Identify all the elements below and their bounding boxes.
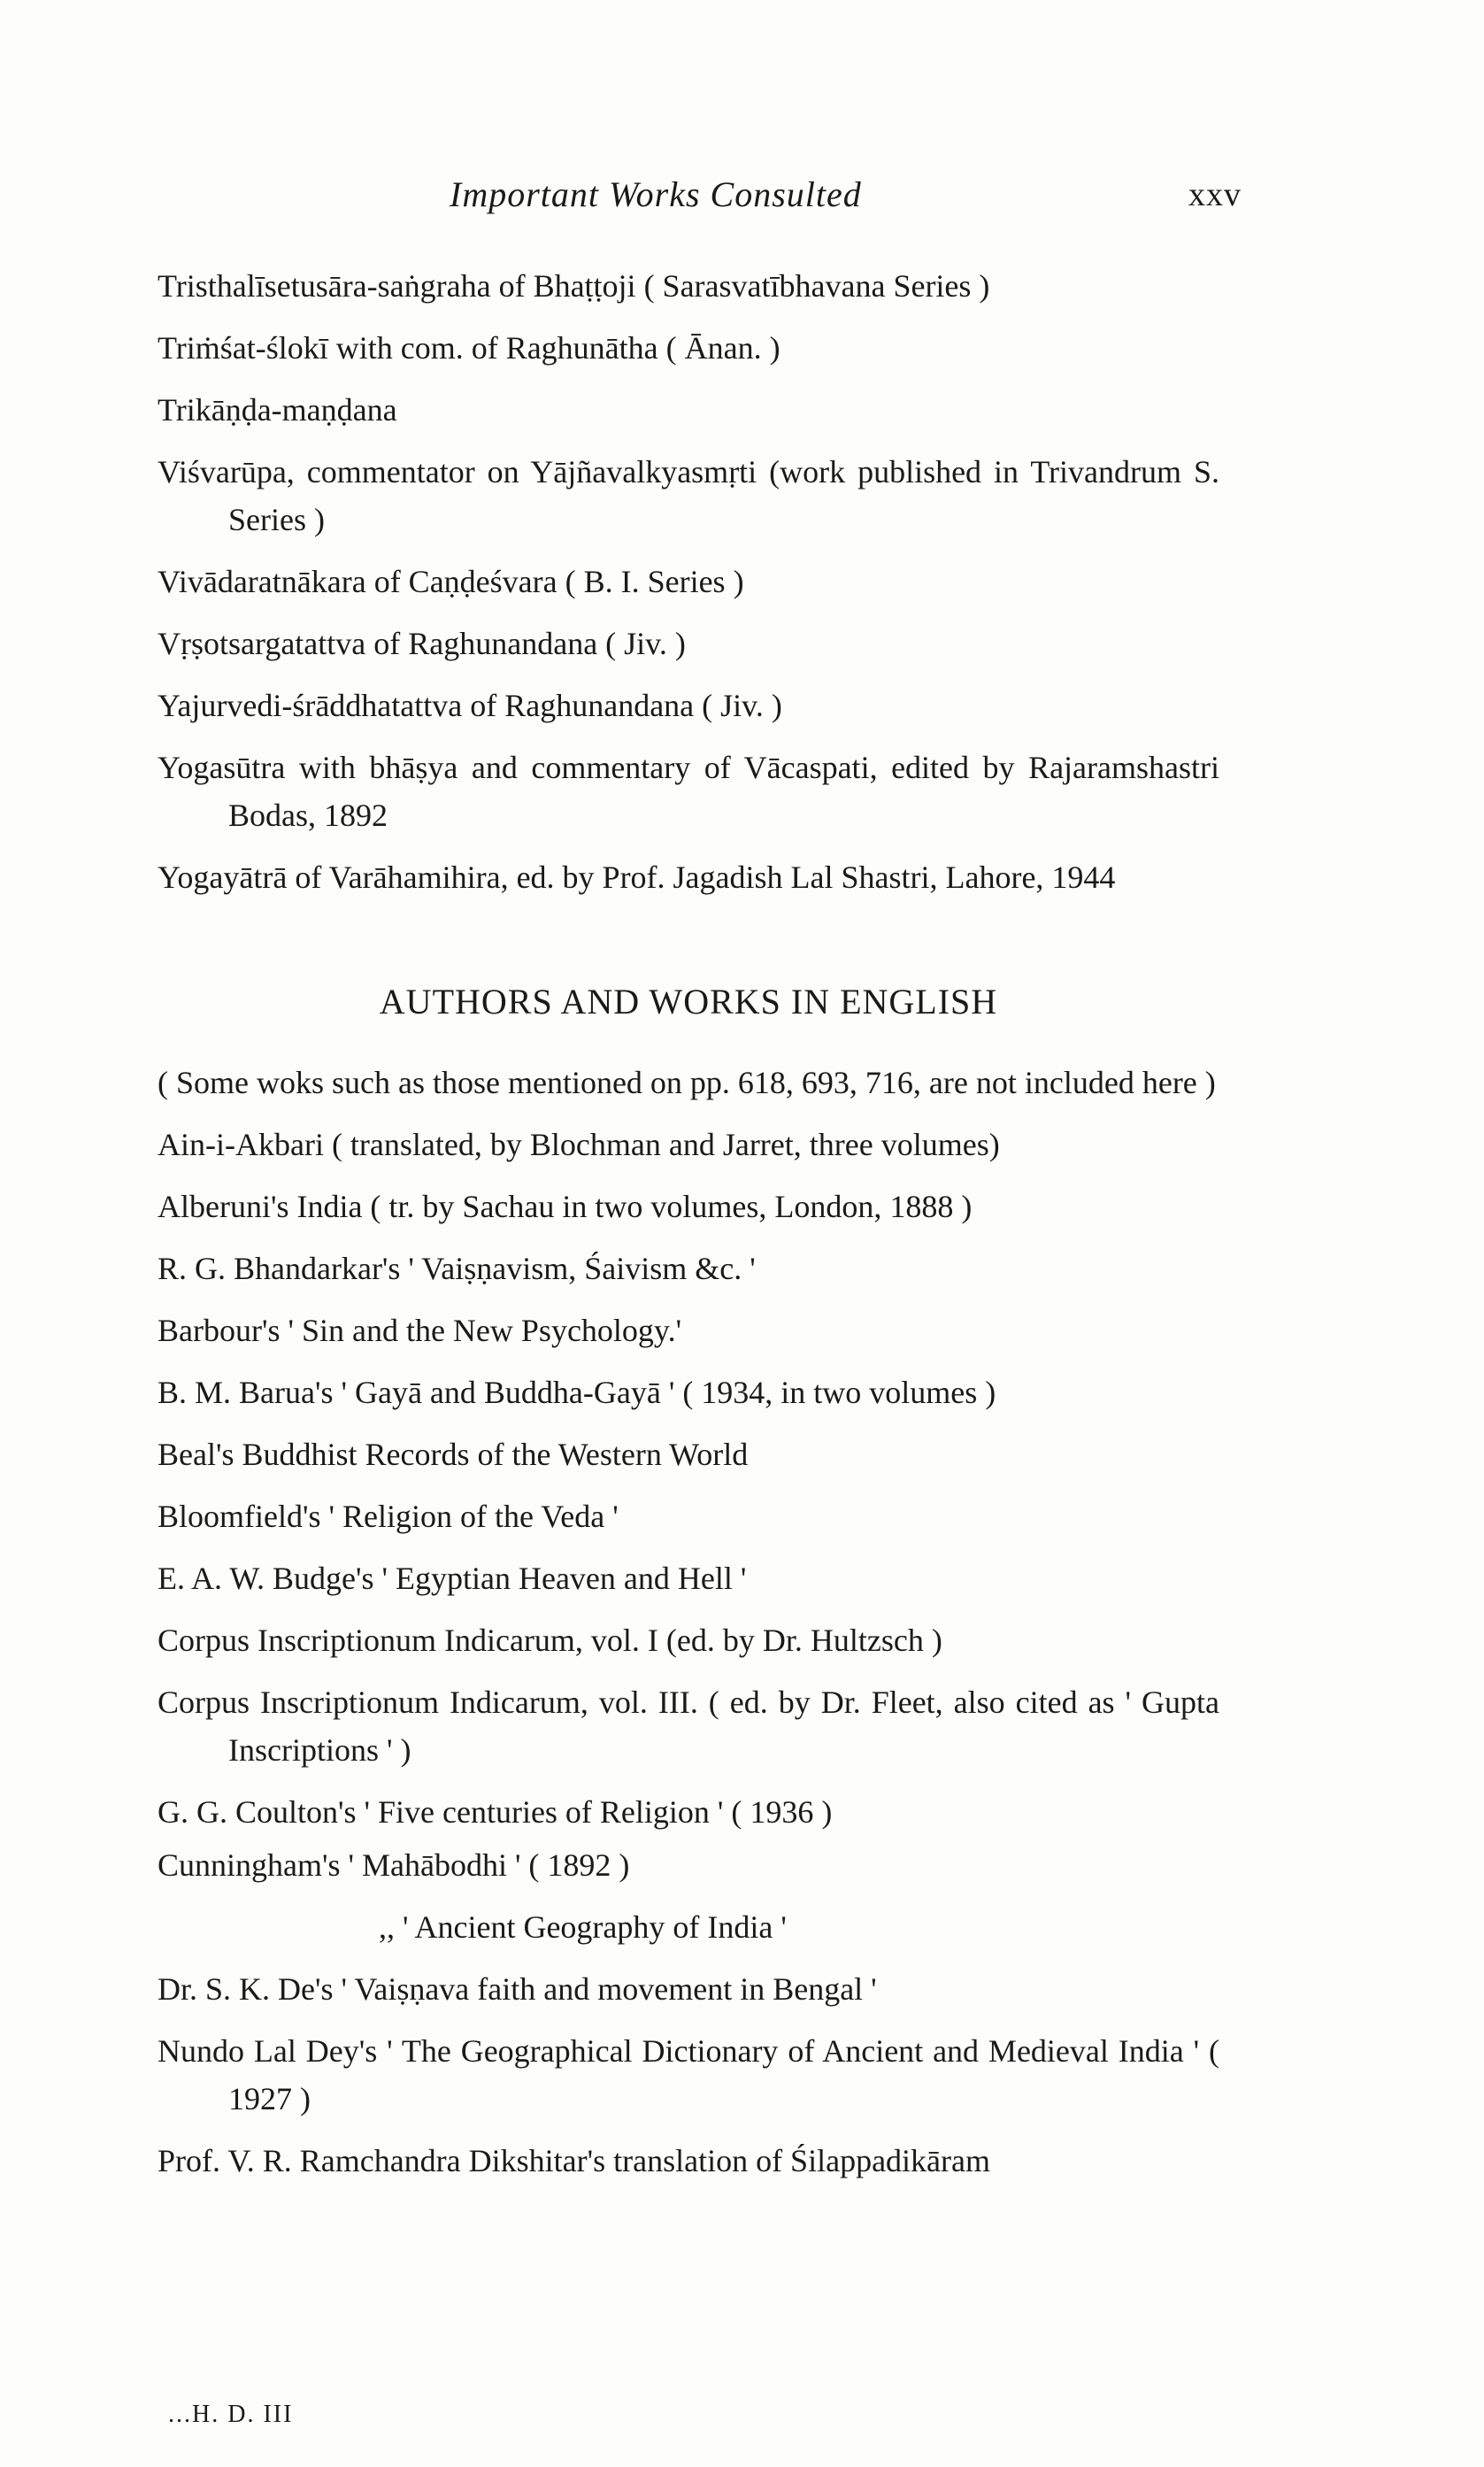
list-item: B. M. Barua's ' Gayā and Buddha-Gayā ' ( 1934, in two volumes ): [158, 1375, 996, 1410]
list-item: Beal's Buddhist Records of the Western World: [158, 1437, 749, 1472]
list-item: Yogayātrā of Varāhamihira, ed. by Prof. Jagadish Lal Shastri, Lahore, 1944: [158, 860, 1116, 895]
list-item: Nundo Lal Dey's ' The Geographical Dictionary of Ancient and Medieval India ' ( 1927 ): [158, 2033, 1219, 2116]
list-item: Triṁśat-ślokī with com. of Raghunātha ( Ānan. ): [158, 330, 780, 366]
list-item: Vivādaratnākara of Caṇḍeśvara ( B. I. Series ): [158, 564, 744, 599]
list-item: Viśvarūpa, commentator on Yājñavalkyasmṛti (work published in Trivandrum S. Series ): [158, 454, 1219, 537]
list-item: Ain-i-Akbari ( translated, by Blochman and Jarret, three volumes): [158, 1127, 1000, 1162]
list-item: Cunningham's ' Mahābodhi ' ( 1892 ): [158, 1847, 630, 1883]
page-number: xxv: [1188, 176, 1242, 213]
sanskrit-works-list: [158, 262, 1219, 915]
running-title: Important Works Consulted: [450, 174, 862, 214]
list-item: Alberuni's India ( tr. by Sachau in two volumes, London, 1888 ): [158, 1189, 973, 1224]
list-item: Yajurvedi-śrāddhatattva of Raghunandana ( Jiv. ): [158, 688, 782, 723]
list-item: G. G. Coulton's ' Five centuries of Religion ' ( 1936 ): [158, 1794, 833, 1830]
list-item: Trikāṇḍa-maṇḍana: [158, 392, 397, 428]
list-item: R. G. Bhandarkar's ' Vaiṣṇavism, Śaivism &c. ': [158, 1251, 756, 1286]
list-item: Prof. V. R. Ramchandra Dikshitar's translation of Śilappadikāram: [158, 2143, 990, 2178]
list-item: Corpus Inscriptionum Indicarum, vol. III. ( ed. by Dr. Fleet, also cited as ' Gupta Inscriptions ' ): [158, 1684, 1219, 1768]
list-item: Vṛṣotsargatattva of Raghunandana ( Jiv. ): [158, 626, 686, 661]
section-heading: AUTHORS AND WORKS IN ENGLISH: [379, 982, 998, 1021]
list-item: Corpus Inscriptionum Indicarum, vol. I (ed. by Dr. Hultzsch ): [158, 1623, 942, 1658]
list-item: ,, ' Ancient Geography of India ': [379, 1909, 787, 1945]
list-item: E. A. W. Budge's ' Egyptian Heaven and Hell ': [158, 1561, 747, 1596]
list-item: Barbour's ' Sin and the New Psychology.': [158, 1313, 682, 1348]
list-item: Yogasūtra with bhāṣya and commentary of Vācaspati, edited by Rajaramshastri Bodas, 1892: [158, 750, 1219, 833]
section-note: ( Some woks such as those mentioned on pp. 618, 693, 716, are not included here ): [158, 1065, 1216, 1100]
list-item: Dr. S. K. De's ' Vaiṣṇava faith and movement in Bengal ': [158, 1971, 877, 2007]
english-works-list: [158, 1059, 1219, 2199]
list-item: Tristhalīsetusāra-saṅgraha of Bhaṭṭoji ( Sarasvatībhavana Series ): [158, 268, 990, 304]
list-item: Bloomfield's ' Religion of the Veda ': [158, 1499, 619, 1534]
signature-mark: ...H. D. III: [168, 2401, 294, 2428]
running-head: [158, 173, 1242, 227]
